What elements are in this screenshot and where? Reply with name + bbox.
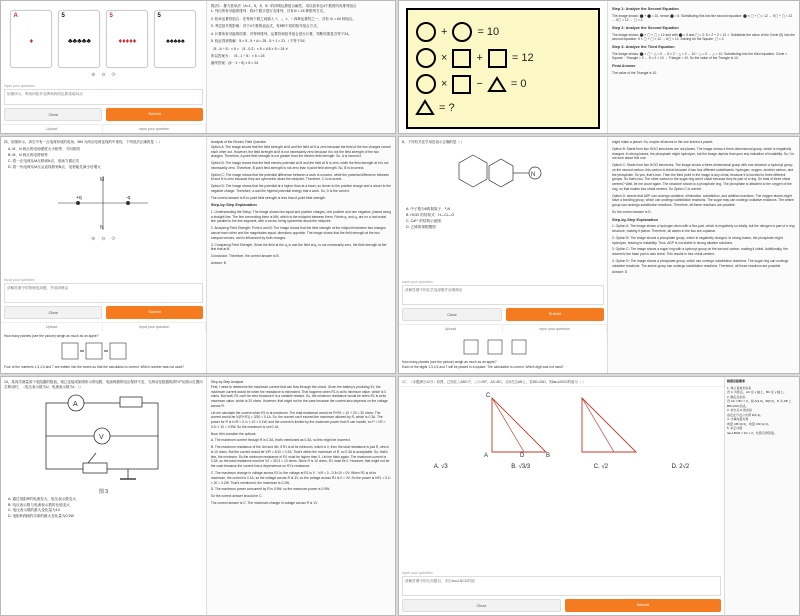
option-d[interactable]: D. 乙烯的球棍模型： bbox=[406, 224, 440, 229]
tab-row bbox=[1, 124, 206, 133]
card-3-pips: ♦♦♦♦♦ bbox=[118, 37, 137, 45]
physics-question-pane bbox=[1, 137, 207, 373]
tab-upload[interactable]: Upload bbox=[1, 323, 103, 331]
question-input[interactable]: 请解答图中的几何题目，求出tan∠BCD的值 bbox=[402, 576, 721, 596]
sidebar-item-8: 5. 求正切值 bbox=[727, 426, 743, 430]
square-icon bbox=[488, 49, 507, 68]
puzzle-image-area bbox=[399, 1, 607, 136]
tab-row bbox=[399, 324, 607, 333]
clear-button[interactable]: Clear bbox=[402, 599, 561, 612]
option-b[interactable]: B. √3/3 bbox=[511, 464, 531, 470]
card-3-rank: 5 bbox=[109, 13, 113, 19]
sidebar-item-4: 3. 求出点 D 的坐标 bbox=[727, 408, 753, 412]
action-buttons bbox=[399, 305, 607, 324]
cards-answer-pane bbox=[207, 1, 395, 133]
card-2-rank: 5 bbox=[61, 13, 65, 19]
sidebar-item-1: 设 C 为原点，AC 在 x 轴上，BC 在 y 轴上。 bbox=[727, 390, 787, 394]
option-c[interactable]: C. Ca²⁺ 的结构示意图： bbox=[406, 218, 445, 223]
answer-label: Answer: D bbox=[612, 270, 628, 275]
action-buttons bbox=[1, 303, 206, 322]
times-sign: × bbox=[441, 78, 448, 90]
sub-question-area bbox=[399, 333, 607, 373]
step-header: Step-by-Step Explanation bbox=[210, 203, 257, 208]
step-2-header: Step 2: Analyze the Second Equation bbox=[612, 26, 679, 31]
question-input[interactable]: 请解答图中的物理选择题，并说明理由 bbox=[4, 283, 203, 303]
sidebar-item-3: 设 AC = BC = 3，则 A(3,0)，B(0,3)，D 为 AB 上 BD=2AD 的点。 bbox=[727, 399, 792, 408]
tab-input-question[interactable]: Input your question bbox=[503, 325, 607, 333]
card-2 bbox=[58, 10, 100, 68]
step-1-header: Step 1: Analyze the Second Equation bbox=[612, 7, 679, 11]
circle-icon bbox=[416, 74, 436, 94]
circuit-question-area bbox=[1, 377, 206, 615]
input-label: Input your question bbox=[402, 571, 433, 575]
puzzle-row-4 bbox=[416, 100, 590, 115]
puzzle-row-2-result: = 12 bbox=[511, 52, 534, 64]
option-c[interactable]: C. 将一正电荷从M点移到N点，电场力做正功 bbox=[8, 158, 80, 163]
chem-question-pane bbox=[399, 137, 608, 373]
puzzle-row-2 bbox=[416, 48, 590, 68]
svg-text:A: A bbox=[483, 453, 488, 459]
option-a[interactable]: A. M、N 两点的电场强度大小相等、方向相同 bbox=[8, 147, 81, 152]
clear-button[interactable]: Clear bbox=[4, 108, 102, 121]
question-title: 10、某同学测量某个电阻器的阻值，现已连接成如图所示的电路，电源两端的电压保持不变，当滑动变阻器的滑片P从图示位置向左移动时，（电压表示数为U，电流表示数为I）（） bbox=[4, 380, 203, 390]
option-d[interactable]: D. 电阻R消耗的功率的最大变化量为0.2W bbox=[8, 514, 74, 519]
question-input[interactable]: 请解答图中的化学选择题并说明理由 bbox=[402, 285, 604, 305]
circuit-answer-pane bbox=[207, 377, 395, 615]
sidebar-item-7: 向量 CB=(0,3)，向量 CD=(2,1)。 bbox=[727, 421, 772, 426]
playing-cards bbox=[4, 4, 203, 70]
card-1-rank: A bbox=[13, 13, 18, 19]
step-3-header: Step 3: Analyze the Third Equation bbox=[612, 45, 675, 50]
step-3-body: The image shows: ⬤ × ▢ − △ = 0 → 5 × 2 − △ = 0 → 10 − △ = 0 → △ = 10. Substituting into the third equation: Circle × Square − Triangle = 0 → 5 × 2 = 10 → Triangle = 10. So the value of the Triangle is 10. bbox=[612, 51, 788, 61]
tab-upload[interactable]: Upload bbox=[1, 125, 103, 133]
geometry-image-area bbox=[399, 387, 724, 570]
puzzle-image bbox=[406, 8, 600, 129]
circle-icon bbox=[452, 22, 472, 42]
cards-image-area bbox=[1, 1, 206, 83]
option-d[interactable]: D. 2√2 bbox=[671, 464, 690, 470]
geometry-question-pane bbox=[399, 377, 724, 615]
geometry-options bbox=[402, 460, 721, 474]
ammeter-label: A bbox=[73, 400, 79, 408]
option-c[interactable]: C. √2 bbox=[593, 464, 609, 470]
times-sign: × bbox=[441, 52, 448, 64]
svg-text:-q: -q bbox=[126, 195, 131, 202]
puzzle-row-3 bbox=[416, 74, 590, 94]
zoom-out-icon[interactable]: ⊖ bbox=[101, 236, 106, 243]
geometry-solution-sidebar bbox=[724, 377, 799, 615]
panel-chemistry-structure bbox=[398, 136, 800, 374]
panel-geometry bbox=[398, 376, 800, 616]
plus-sign: + bbox=[441, 26, 448, 38]
question-title: 8、下列有关化学用语表示正确的是（ ） bbox=[402, 140, 465, 144]
action-buttons bbox=[1, 105, 206, 124]
answer-body: might make a planet. So, maybe all atoms in the one indeed a planet. Option B: Starts from two HClO structures are not planes. The image shows a three-dimensional group, which is negatively charged. In strong bases, the phosphate might hydrolyze, but the image depicts that upon any indication of instability. So, I'm not sure about this one. Option C: Starts from two HClO structures. The image shows a three-dimensional group with one structure a hydroxyl group on the second carbon, this carbon is chiral because it has four different substituents: hydrogen, oxygen, another carbon, and the phosphate. So yes, that's true. Then the third point in the image is any chiral, because it is bonded to three different groups. So that's two. The other carbon in the sugar ring aren't chiral because they lie part of a ring. So total of three chiral centers? Wait, let me count again. The structure shown is a phosphate ring. The phosphate is attached to the oxygen of the ring, so that makes four chiral centers. So Option C is correct. Option D: seems that ADP can undergo oxidative, elimination, substitution, and addition reactions. The oxygen atoms might have a bonding group, which can undergo substitution reactions. The sugar may can undergo oxidative reactions. The amine group can undergo substitution reactions. Therefore, all these reactions are possible. So the correct answer is D. Step-by-Step Explanation 1. Option A: The image shows a hydrogen atom with a five-part, which is negatively so totally, but the nitrogen is part of a ring structure, making it planar. Therefore, all atoms in the two are coplanar. 2. Option B: The image shows a phosphate group, which is negatively charged. In strong bases, the phosphate might hydrolyze, leading to instability. Thus, ADP is not stable in strong alkaline solutions. 3. Option C: The image shows a sugar ring with a hydroxyl group on the second carbon, making it chiral. Additionally, the anomeric the base part is also chiral. This results in four chiral centers. 4. Option D: The image shows a phosphate group, which can undergo substitution reactions. The sugar ring can undergo oxidative reactions. The amine group can undergo substitution reactions. Therefore, all these reactions are possible. Answer: D bbox=[612, 140, 795, 275]
step-1-body: The image shows: ⬤ + ⬤ = 10, hence ⬤ = 5. Substituting this into the second equation: ⬤ × ▢ + ▢ = 12 → 5▢ + ▢ = 12 → 6▢ = 12 → ▢ = 2. bbox=[612, 13, 793, 23]
molecule-diagram bbox=[402, 145, 604, 205]
tab-input-question[interactable]: Input your question bbox=[103, 125, 205, 133]
step-header: Step-by-Step Explanation bbox=[612, 217, 658, 222]
option-b[interactable]: B. M、N 两点的电势相等 bbox=[8, 153, 48, 158]
question-options bbox=[4, 495, 203, 522]
chem-question-area bbox=[399, 137, 607, 279]
option-c[interactable]: C. 电压表示数的最大变化量为1V bbox=[8, 508, 61, 513]
zoom-in-icon[interactable]: ⊕ bbox=[91, 72, 96, 78]
panel-cards-24game bbox=[0, 0, 396, 134]
answer-title: Analysis of the Electric Field Question bbox=[210, 140, 267, 144]
sub-question-diagram bbox=[402, 336, 604, 360]
question-title: 四、如图所示，真空中有一点电荷形成的电场，MN 为两点电荷连线的中垂线，下列说法正确的是（ ） bbox=[4, 140, 162, 144]
answer-body: First, I need to determine the maximum current that can flow through the circuit. Given the battery's providing 3V, the maximum current would be when the resistance is minimized. That happens when R1 is at its minimum value, which is 0 ohms. But wait, R1 can't be zero because it is a variable resistor. So, the minimum resistance would be when R1 is at its maximum value, which is 20 ohms. However, that might not be the case because the current also depends on the voltage across R. Let me calculate the current when R1 is at maximum. The total resistance would be R+R1 = 10 + 20 = 30 ohms. The current would be V/(R+R1) = 3/30 = 0.1A. So, the current can't exceed the maximum allowed by R, which is 0.3A. The power for R is I²×R = 0.1² × 10 = 0.1W, and the current is limited by the maximum power that R can handle, so P = I²R = 0.3² × 10 = 0.9W. So the maximum is not 0.1A. Now, let's consider the options: A. The maximum current through R is 0.3A, that's mentioned as 0.3A, so this might be incorrect. B. The maximum resistance of the 3rd and 4th, if R1 is at its minimum, which is 0, then the total resistance is just R, which is 10 ohms. But the current would be V/R = 3/10 = 0.3A. That's within the maximum of R, so 0.3A is acceptable. So, that's fine, the minimum. So the minimum resistance of R1 must be higher than 0. Let me think again. The maximum current is 0.3A, so the total resistance must be V/I = 3/0.3 = 10 ohms. Since R is 10 ohms, R1 must be 0. However, that might not be the case because the current has a dependence on R1's resistance. C. The maximum change in voltage across R1 is: the voltage at R1 is V - I×R = 3 - 0.3×10 = 0V. When R1 is at its maximum, the current is 0.1A, so the voltage across R is 3V, so the voltage across R1 is 0 = 3V. So the power is I²R1 = 0.1² × 20 = 0.2W. That's mentioned, the maximum is 0.2W. D. The maximum power consumed by R is 0.9W, so the maximum power is 0.9W. So the correct answer should be C. The correct answer is C. The maximum change in voltage across R is 1V. bbox=[210, 384, 391, 505]
circuit-diagram bbox=[4, 391, 203, 486]
puzzle-row-1-result: = 10 bbox=[477, 26, 500, 38]
zoom-in-icon[interactable]: ⊕ bbox=[91, 236, 96, 243]
card-4 bbox=[154, 10, 196, 68]
card-2-pips: ♣♣♣♣♣ bbox=[67, 37, 91, 45]
step-2-body: The image shows: ⬤ × ▢ + ▢ = 12 and with ⬤ = 5 and ▢ = 2: 5 × 2 + 2 = 12 ✓ Substitute the value of the Circle (5) into the second equation: 5 × ▢ + ▢ = 12 → 6▢ = 12. Solving for the Square: ▢ = 2. bbox=[612, 32, 795, 42]
answer-title: 算法1：暴力枚举法（A=1，5，5，5）的四则运算组合解答，用以枚举这4个数的所有排列组合 bbox=[210, 4, 357, 8]
question-options bbox=[402, 205, 604, 232]
square-icon bbox=[452, 75, 471, 94]
rotate-icon[interactable]: ⟳ bbox=[111, 236, 116, 243]
puzzle-row-3-result: = 0 bbox=[510, 78, 527, 90]
square-icon bbox=[452, 49, 471, 68]
triangle-diagram bbox=[402, 390, 721, 460]
answer-body bbox=[612, 7, 795, 75]
tab-input-question[interactable]: Input your question bbox=[103, 323, 205, 331]
tab-row bbox=[1, 322, 206, 331]
input-label: Input your question bbox=[4, 84, 35, 88]
card-4-rank: 5 bbox=[157, 13, 161, 19]
sidebar-item-9: tan∠BCD = 2/1 = 2，化简可得答案。 bbox=[727, 430, 777, 435]
final-answer-header: Final Answer bbox=[612, 64, 636, 69]
svg-text:C: C bbox=[485, 393, 490, 399]
card-3 bbox=[106, 10, 148, 68]
option-d[interactable]: D. 将一负电荷从M点沿直线移到N点，电势能先减小后增大 bbox=[8, 164, 101, 169]
card-1-pips: ♦ bbox=[29, 37, 34, 45]
sub-question-area bbox=[1, 331, 206, 373]
submit-button[interactable]: Submit bbox=[506, 308, 604, 321]
submit-button[interactable]: Submit bbox=[106, 108, 202, 121]
final-answer-body: The value of the Triangle is 10. bbox=[612, 70, 658, 75]
sidebar-item-2: 2. 确定点坐标 bbox=[727, 394, 746, 399]
question-title: 17、（本题满分12分）如图，已知在△ABC中，∠C=90°，AC=BC，点D在边AB上，若BD=2AD，则tan∠BCD的值为（ ） bbox=[399, 377, 724, 387]
action-buttons bbox=[399, 596, 724, 615]
sub-answer-text: Each of the digits 1,3,4,5 and 7 will be placed in a square. The calculation is correct. Which digit was not used? bbox=[402, 365, 564, 370]
image-toolbar[interactable] bbox=[4, 234, 203, 244]
puzzle-answer-pane bbox=[608, 1, 799, 133]
sub-answer-text: Four of the numbers 1,3,4,5 and 7 are written into the boxes so that the calculation is correct. Which number was not used? bbox=[4, 365, 184, 370]
cards-question-pane bbox=[1, 1, 207, 133]
puzzle-row-1 bbox=[416, 22, 590, 42]
sidebar-item-6: 4. 计算向量夹角 bbox=[727, 417, 749, 421]
puzzle-row-4-result: = ? bbox=[439, 101, 455, 114]
panel-physics-field bbox=[0, 136, 396, 374]
svg-text:+q: +q bbox=[76, 195, 83, 202]
sub-question-text: How many planets (see the picture) weigh as much as an apple? bbox=[402, 360, 497, 365]
sidebar-title: 解题思路概要 bbox=[727, 379, 746, 383]
question-options bbox=[4, 145, 203, 172]
answer-title: Step-by-Step Analysis bbox=[210, 380, 244, 384]
answer-body: 1. 列出所有可能的排列：将4个数字进行全排列，共有4! = 24 种排列方式。 2. 枚举运算符组合：在每两个数之间插入 +、-、×、÷ 四种运算符之一，共有 4³ = 64 种组合。 3. 考虑括号的影响：对于4个数的表达式，有5种不同的括号组合方式。 4. 计算所有可能的结果：对每种排列、运算符和括号组合进行计算，判断结果是否等于24。 5. 验证得到的解：5 × 5 - 5 + A = 25 - 5 + 1 = 21 （不等于24） （5 - A ÷ 5）× 5 = （5 - 0.2）× 5 = 4.8 × 5 = 24 ✔ 所以答案为：（5 - 1 ÷ 5）× 5 = 24 最终答案：(5 − 1 ÷ 5) × 5 = 24 bbox=[210, 9, 356, 66]
answer-label: Answer: B bbox=[210, 260, 226, 265]
figure-label: 图 3 bbox=[98, 488, 109, 495]
tab-upload[interactable]: Upload bbox=[399, 325, 503, 333]
answer-body: Option A: The image shows that the field strength at M and the field at N is zero because the field of the two charges cancel each other out. However, the field strength at M is not necessarily zero because it is not the field strength of the two charges. Therefore, A point field strength is not greater than the electric field strength. So, A is incorrect. Option B: The image shows that the field electric potential at M and the field at N is zero, while the field strength at it is not necessarily zero. Therefore, B point field strength is not zero than it point field strength. So, B is incorrect. Option C: The image shows that the potential difference between a work is nonzero, while the potential difference between M and N is zero because they are symmetric about the midpoint. Therefore, C is incorrect. Option D: The image shows that the potential at a higher than at a lower, so closer to the positive charge and a closer to the negative charge. Therefore, a and the highest potential energy that a work. So, D is the correct. The correct answer is B to point field strength is less than A point field strength. Step-by-Step Explanation 1. Understanding the Setup: The image shows two equal and positive charges, one positive and one negative, placed along a straight line. The line connecting them is MN, which is the midpoint between them. Points q₁ and q₂ are on a horizontal line parallel to the line segment, with a vector, being symmetric about the midpoint. 2. Analyzing Field Strength: Point A and B: The image shows that the field strength at the midpoint between two charges cancel each other and the magnitudes equal, directions opposite. The image shows that the field strength at the two unequal vectors, and is influenced by both charges. 3. Comparing Field Strength: Since the field at the q₁ is and the field at q₂ is not necessarily zero, the field strength at the first that at B. Conclusion: Therefore, the correct answer is B. Answer: B bbox=[210, 144, 391, 265]
circle-icon bbox=[416, 48, 436, 68]
field-diagram bbox=[4, 172, 203, 234]
puzzle-question-pane bbox=[399, 1, 608, 133]
question-input[interactable]: 如图所示，利用四张扑克牌和四则运算凑成24点 bbox=[4, 89, 203, 105]
input-label: Input your question bbox=[402, 280, 433, 285]
physics-question-area bbox=[1, 137, 206, 277]
triangle-icon bbox=[416, 100, 434, 115]
voltmeter-label: V bbox=[99, 433, 105, 441]
sub-question-text: How many planets (see the picture) weigh as much as an apple? bbox=[4, 334, 99, 339]
submit-button[interactable]: Submit bbox=[565, 599, 722, 612]
svg-text:B: B bbox=[545, 453, 550, 459]
option-b[interactable]: B. HClO 的结构式：H—Cl—O bbox=[406, 213, 455, 218]
circle-icon bbox=[416, 22, 436, 42]
chem-answer-pane bbox=[608, 137, 799, 373]
submit-button[interactable]: Submit bbox=[106, 306, 202, 319]
svg-text:M: M bbox=[100, 177, 105, 184]
physics-answer-pane bbox=[207, 137, 395, 373]
sidebar-item-0: 1. 建立直角坐标系 bbox=[727, 385, 752, 390]
svg-text:N: N bbox=[100, 225, 105, 232]
option-a[interactable]: A. √3 bbox=[433, 464, 448, 470]
zoom-out-icon[interactable]: ⊖ bbox=[101, 72, 106, 78]
circuit-question-pane bbox=[1, 377, 207, 615]
card-1 bbox=[10, 10, 52, 68]
panel-circuit-experiment bbox=[0, 376, 396, 616]
rotate-icon[interactable]: ⟳ bbox=[111, 72, 116, 78]
minus-sign: − bbox=[476, 78, 483, 90]
clear-button[interactable]: Clear bbox=[4, 306, 102, 319]
option-a[interactable]: A. 中子数为8的氮原子：⁸₇N bbox=[406, 207, 451, 212]
image-toolbar[interactable] bbox=[4, 70, 203, 80]
panel-shape-puzzle bbox=[398, 0, 800, 134]
svg-text:N: N bbox=[531, 172, 536, 179]
sub-question-diagram bbox=[4, 339, 203, 365]
plus-sign: + bbox=[476, 52, 483, 64]
input-label: Input your question bbox=[4, 278, 35, 283]
triangle-icon bbox=[488, 77, 506, 92]
option-b[interactable]: B. 电压表示数与电流表示数的比值变大 bbox=[8, 502, 70, 507]
card-4-pips: ♠♠♠♠♠ bbox=[166, 37, 185, 45]
sidebar-item-5: 由定比分点公式得 D(2,1)。 bbox=[727, 412, 764, 417]
option-a[interactable]: A. 通过电阻R的电流变大，电压表示数变大 bbox=[8, 496, 77, 501]
svg-text:D: D bbox=[519, 453, 524, 459]
clear-button[interactable]: Clear bbox=[402, 308, 502, 321]
